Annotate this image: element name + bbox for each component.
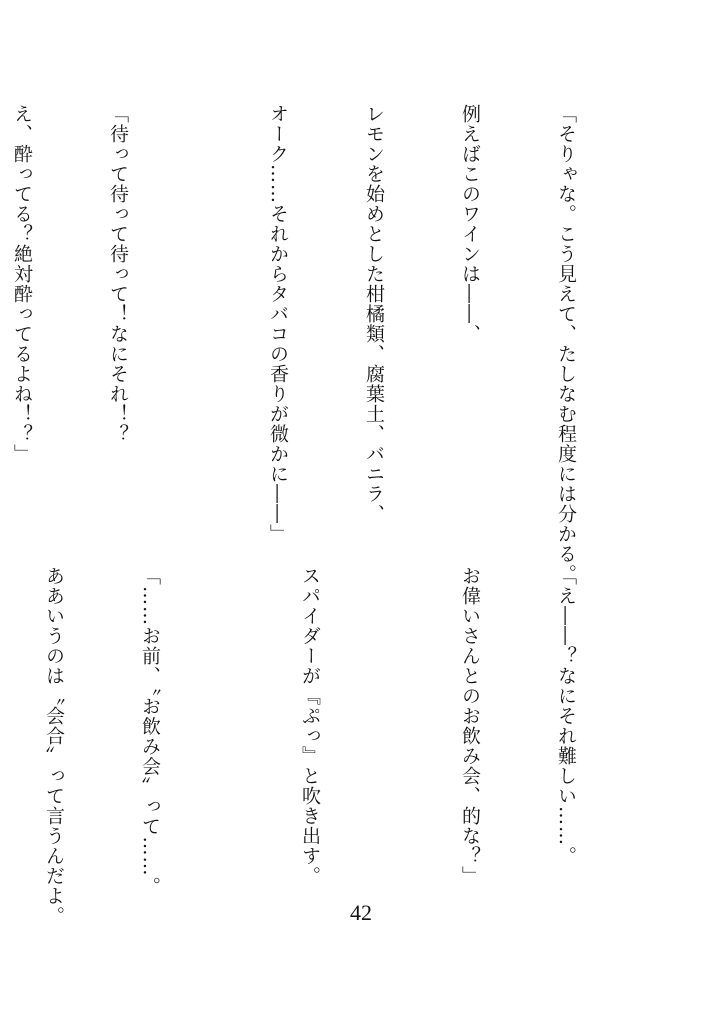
- text-line: ああいうのは〝会合〟って言うんだよ。: [43, 566, 65, 926]
- text-line: スパイダーが『ぷっ』と吹き出す。: [299, 566, 321, 886]
- text-block-upper: [0, 104, 646, 584]
- text-line: 「……お前、〝お飲み会〟って……。: [139, 566, 161, 897]
- text-line: 例えばこのワインは――、: [459, 104, 481, 344]
- text-line: お偉いさんとのお飲み会、的な？」: [459, 566, 481, 886]
- text-line: オーク……それからタバコの香りが微かに――」: [267, 104, 289, 544]
- text-line: え、酔ってる？絶対酔ってるよね！？」: [11, 104, 33, 464]
- text-line: レモンを始めとした柑橘類、腐葉土、バニラ、: [363, 104, 385, 524]
- text-line: 「そりゃな。こう見えて、たしなむ程度には分かる。: [555, 104, 577, 584]
- text-line: 「待って待って待って！なにそれ！？: [107, 104, 129, 444]
- text-line: 「え――？なにそれ難しい……。: [555, 566, 577, 866]
- page-number: 42: [350, 900, 372, 925]
